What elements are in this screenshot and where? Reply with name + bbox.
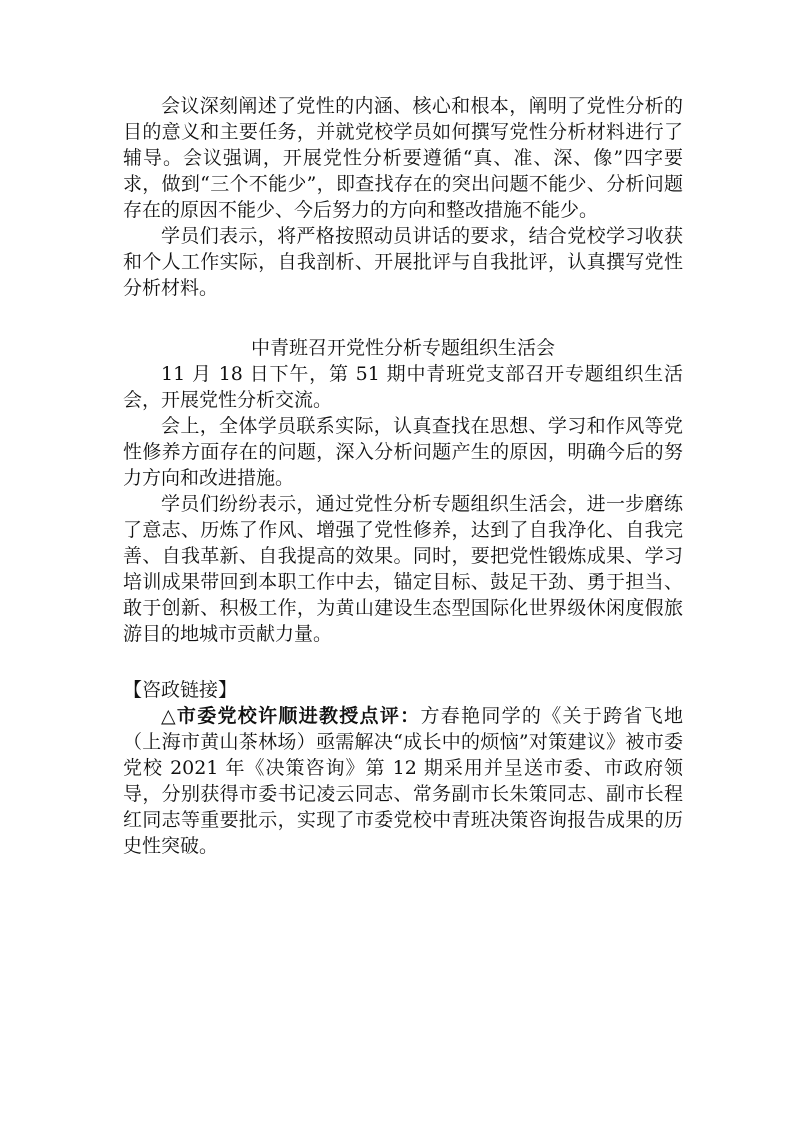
document-page — [123, 93, 683, 859]
consulting-link-label: 【咨政链接】 — [123, 679, 238, 701]
comment-body: 方春艳同学的《关于跨省飞地（上海市黄山茶林场）亟需解决“成长中的烦恼”对策建议》被市委党校 2021 年《决策咨询》第 12 期采用并呈送市委、市政府领导，分别获得市委书记凌云同志、常务副市长朱策同志、副市长程红同志等重要批示，实现了市委党校中青班决策咨询报告成果的历史性突破。 — [123, 705, 683, 857]
section-heading: 中青班召开党性分析专题组织生活会 — [250, 337, 555, 359]
comment-paragraph — [123, 703, 683, 859]
comment-lead: △市委党校许顺进教授点评： — [161, 705, 421, 727]
meeting-paragraph-2: 会上，全体学员联系实际，认真查找在思想、学习和作风等党性修养方面存在的问题，深入分析问题产生的原因，明确今后的努力方向和改进措施。 — [123, 415, 683, 489]
meeting-paragraph-3: 学员们纷纷表示，通过党性分析专题组织生活会，进一步磨练了意志、历炼了作风、增强了党性修养，达到了自我净化、自我完善、自我革新、自我提高的效果。同时，要把党性锻炼成果、学习培训成果带回到本职工作中去，锚定目标、鼓足干劲、勇于担当、敢于创新、积极工作，为黄山建设生态型国际化世界级休闲度假旅游目的地城市贡献力量。 — [123, 493, 683, 645]
intro-paragraph-2: 学员们表示，将严格按照动员讲话的要求，结合党校学习收获和个人工作实际，自我剖析、开展批评与自我批评，认真撰写党性分析材料。 — [123, 225, 683, 299]
intro-paragraph-1: 会议深刻阐述了党性的内涵、核心和根本，阐明了党性分析的目的意义和主要任务，并就党校学员如何撰写党性分析材料进行了辅导。会议强调，开展党性分析要遵循“真、准、深、像”四字要求，做到“三个不能少”，即查找存在的突出问题不能少、分析问题存在的原因不能少、今后努力的方向和整改措施不能少。 — [123, 95, 683, 221]
meeting-paragraph-1: 11 月 18 日下午，第 51 期中青班党支部召开专题组织生活会，开展党性分析交流。 — [123, 363, 683, 411]
